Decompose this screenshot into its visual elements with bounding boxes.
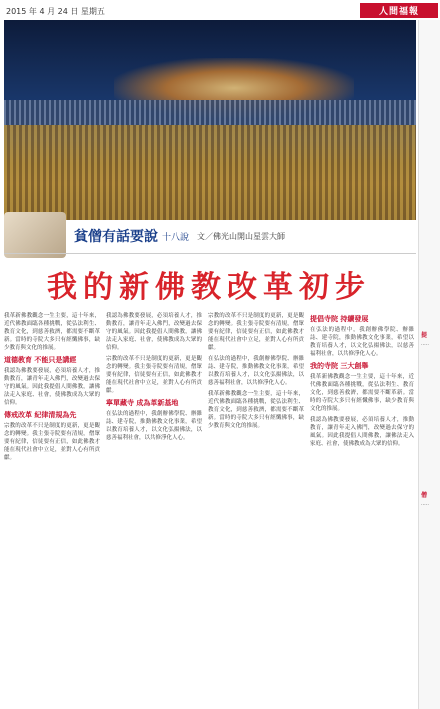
section-heading: 提倡寺院 持續發展 bbox=[310, 315, 369, 323]
side-heading-1: 提 bbox=[421, 332, 428, 339]
paragraph: 在弘法的過程中，我創辦佛學院、辦雜誌、建寺院，推動佛教文化事業，希望以教育培養人才，以文化弘揚佛法，以慈善福利社會，以共修淨化人心。 bbox=[310, 327, 414, 357]
divider bbox=[4, 253, 416, 254]
side-heading-2: 僧 bbox=[421, 492, 428, 499]
section-heading: 道德教育 不能只是講經 bbox=[4, 356, 77, 364]
paragraph: 我認為佛教要發展，必須培養人才，推動教育，讓青年走入佛門，改變過去保守的風氣。因此我提倡人間佛教，讓佛法走入家庭、社會，使佛教成為大眾的信仰。 bbox=[106, 313, 202, 351]
side-text-1: ····· bbox=[421, 342, 429, 348]
crowd-front bbox=[4, 125, 416, 220]
top-bar bbox=[0, 0, 440, 20]
body-column-4 bbox=[310, 312, 414, 702]
section-heading: 我的寺院 三大創舉 bbox=[310, 362, 369, 370]
paragraph: 我革新佛教觀念一生主要，這十年來，近代佛教面臨各種挑戰，從弘法利生、教育文化，到慈善救濟，都需要不斷革新。當時的寺院大多只有經懺佛事，缺少教育與文化的推展。 bbox=[310, 374, 414, 412]
paragraph: 我革新佛教觀念一生主要，這十年來，近代佛教面臨各種挑戰，從弘法利生、教育文化，到慈善救濟，都需要不斷革新。當時的寺院大多只有經懺佛事，缺少教育與文化的推展。 bbox=[4, 313, 100, 351]
paragraph: 在弘法的過程中，我創辦佛學院、辦雜誌、建寺院，推動佛教文化事業，希望以教育培養人才，以文化弘揚佛法，以慈善福利社會，以共修淨化人心。 bbox=[106, 411, 202, 441]
column-author: 文／佛光山開山星雲大師 bbox=[197, 231, 286, 241]
crowd-back bbox=[4, 100, 416, 125]
paragraph: 我認為佛教要發展，必須培養人才，推動教育，讓青年走入佛門，改變過去保守的風氣。因此我提倡人間佛教，讓佛法走入家庭、社會，使佛教成為大眾的信仰。 bbox=[310, 417, 414, 447]
side-text-2: ····· bbox=[421, 502, 429, 508]
author-portrait bbox=[4, 212, 66, 258]
paragraph: 宗教的改革不只是制度的更新，更是觀念的轉變。我主張寺院要有清規，僧眾要有紀律，信徒要有正信，如此佛教才能在現代社會中立足，並對人心有所貢獻。 bbox=[208, 313, 304, 351]
side-column bbox=[418, 20, 440, 709]
section-heading: 寧單藏寺 成為革新基地 bbox=[106, 399, 179, 407]
column-header bbox=[74, 222, 285, 250]
page-headline: 我的新佛教改革初步 bbox=[47, 270, 371, 305]
body-column-2 bbox=[106, 312, 202, 702]
lead-photo bbox=[4, 20, 416, 220]
newspaper-logo: 人間福報 bbox=[360, 3, 438, 18]
body-column-3 bbox=[208, 312, 304, 702]
paragraph: 在弘法的過程中，我創辦佛學院、辦雜誌、建寺院，推動佛教文化事業，希望以教育培養人才，以文化弘揚佛法，以慈善福利社會，以共修淨化人心。 bbox=[208, 356, 304, 386]
paragraph: 宗教的改革不只是制度的更新，更是觀念的轉變。我主張寺院要有清規，僧眾要有紀律，信徒要有正信，如此佛教才能在現代社會中立足，並對人心有所貢獻。 bbox=[4, 423, 100, 461]
paragraph: 我認為佛教要發展，必須培養人才，推動教育，讓青年走入佛門，改變過去保守的風氣。因此我提倡人間佛教，讓佛法走入家庭、社會，使佛教成為大眾的信仰。 bbox=[4, 368, 100, 406]
body-column-1 bbox=[4, 312, 100, 702]
paragraph: 宗教的改革不只是制度的更新，更是觀念的轉變。我主張寺院要有清規，僧眾要有紀律，信徒要有正信，如此佛教才能在現代社會中立足，並對人心有所貢獻。 bbox=[106, 356, 202, 394]
paragraph: 我革新佛教觀念一生主要，這十年來，近代佛教面臨各種挑戰，從弘法利生、教育文化，到慈善救濟，都需要不斷革新。當時的寺院大多只有經懺佛事，缺少教育與文化的推展。 bbox=[208, 391, 304, 429]
column-title: 貧僧有話要說 bbox=[74, 229, 158, 245]
column-subtitle: 十八說 bbox=[162, 232, 190, 243]
issue-date: 2015 年 4 月 24 日 星期五 bbox=[6, 7, 105, 16]
section-heading: 傳戒改革 紀律清規為先 bbox=[4, 411, 77, 419]
